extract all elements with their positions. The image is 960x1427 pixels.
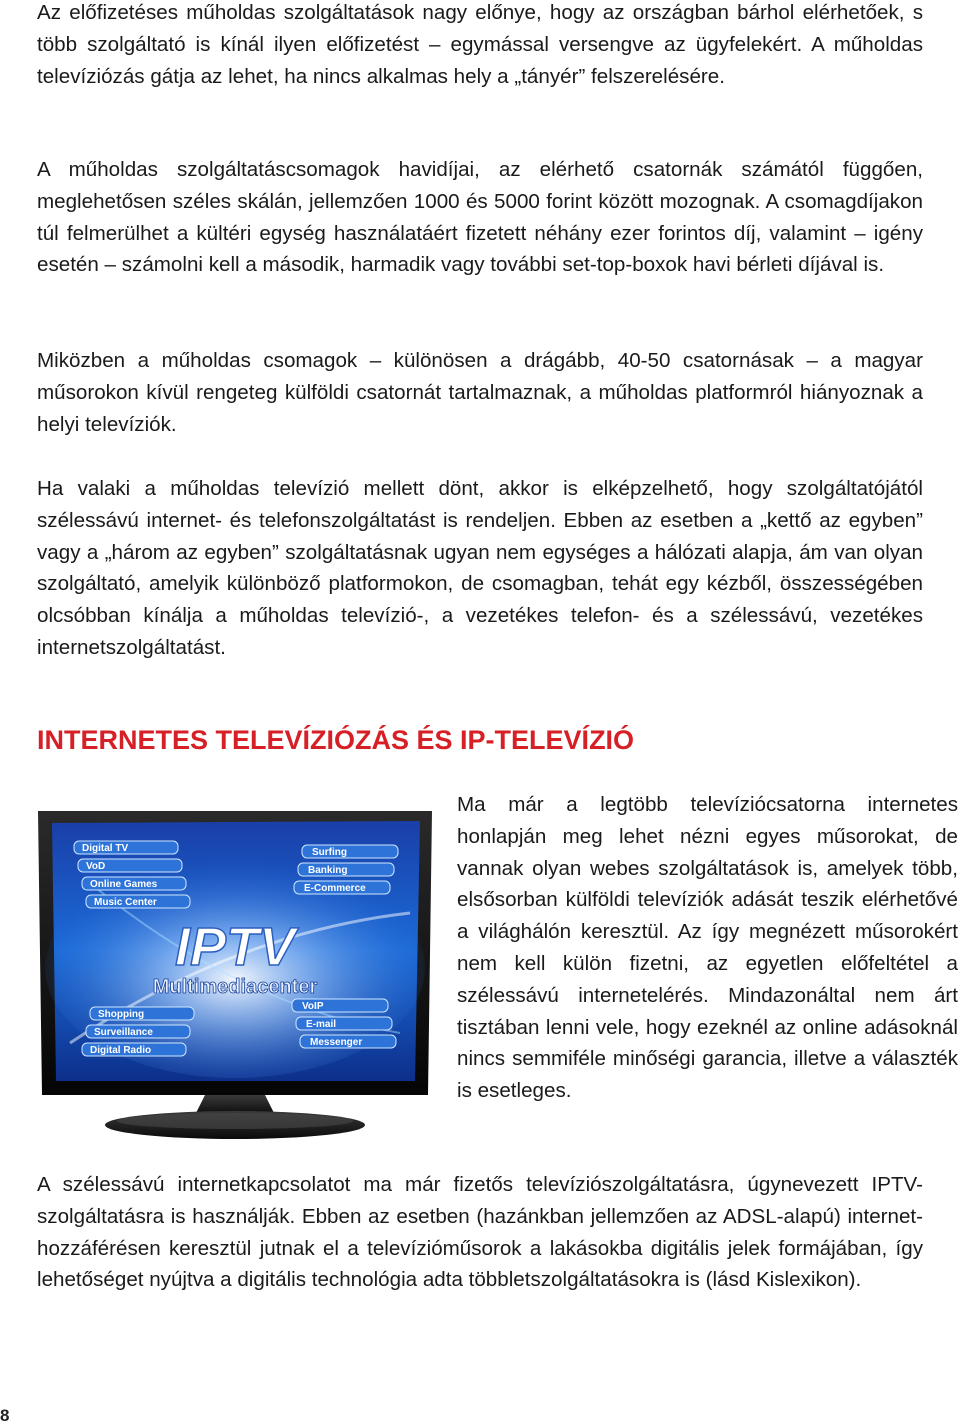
tv-menu-item: Online Games [90, 879, 158, 890]
tv-menu-item: Banking [308, 865, 348, 876]
tv-menu-item: Surfing [312, 847, 347, 858]
tv-menu-item: Digital Radio [90, 1045, 152, 1056]
tv-menu-item: Music Center [94, 897, 157, 908]
tv-menu-item: Surveillance [94, 1027, 153, 1038]
tv-menu-item: E-Commerce [304, 883, 366, 894]
paragraph-package-fees: A műholdas szolgáltatáscsomagok havidíjai, az elérhető csatornák számától függően, meglehetősen széles skálán, jellemzően 1000 és 5000 forint között mozognak. A csomagdíjakon túl felmerülhet a kültéri egység használatáért fizetett néhány ezer forintos díj, valamint – igény esetén – számolni kell a második, harmadik vagy további set-top-boxok havi bérleti díjával is. [37, 158, 923, 277]
tv-menu-item: E-mail [306, 1019, 337, 1030]
iptv-television-image [30, 793, 440, 1143]
tv-menu-item: Shopping [98, 1009, 145, 1020]
tv-stand [105, 1095, 365, 1139]
paragraph-channel-selection: Miközben a műholdas csomagok – különösen a drágább, 40-50 csatornásak – a magyar műsorokon kívül rengeteg külföldi csatornát tartalmaznak, a műholdas platformról hiányoznak a helyi televíziók. [37, 349, 923, 436]
tv-menu-item: VoIP [302, 1001, 324, 1012]
page-number: 8 [0, 1406, 10, 1425]
tv-logo: IPTV [174, 917, 296, 977]
tv-subtitle: Multimediacenter [152, 976, 318, 998]
tv-menu-item: VoD [86, 861, 106, 872]
paragraph-bundle-services: Ha valaki a műholdas televízió mellett dönt, akkor is elképzelhető, hogy szolgáltatójától szélessávú internet- és telefonszolgáltatást is rendeljen. Ebben az esetben a „kettő az egyben” vagy a „három az egyben” szolgáltatásnak ugyan nem egységes a hálózati alapja, ám van olyan szolgáltató, amelyik különböző platformokon, de csomagban, tehát egy kézből, összességében olcsóbban kínálja a műholdas televízió-, a vezetékes telefon- és a szélessávú, vezetékes internetszolgáltatást. [37, 477, 923, 659]
section-heading: INTERNETES TELEVÍZIÓZÁS ÉS IP-TELEVÍZIÓ [37, 725, 635, 755]
tv-menu-item: Digital TV [82, 843, 129, 854]
paragraph-satellite-advantages: Az előfizetéses műholdas szolgáltatások nagy előnye, hogy az országban bárhol elérhetőek, s több szolgáltató is kínál ilyen előfizetést – egymással versengve az ügyfelekért. A műholdas televíziózás gátja az lehet, ha nincs alkalmas hely a „tányér” felszerelésére. [37, 1, 923, 88]
paragraph-internet-tv: Ma már a legtöbb televíziócsatorna internetes honlapján meg lehet nézni egyes műsorokat, de vannak olyan webes szolgáltatások is, amelyek több, elsősorban külföldi televíziók adását teszik elérhetővé a világhálón keresztül. Az így megnézett műsorokért nem kell külön fizetni, az egyetlen előfeltétel a szélessávú internetelérés. Mindazonáltal nem árt tisztában lenni vele, hogy ezeknél az online adásoknál nincs semmiféle minőségi garancia, illetve a választék is esetleges. [457, 793, 958, 1103]
paragraph-iptv: A szélessávú internetkapcsolatot ma már fizetős televíziószolgáltatásra, úgynevezett IPTV-szolgáltatásra is használják. Ebben az esetben (hazánkban jellemzően az ADSL-alapú) internet-hozzáférésen keresztül jutnak el a televízióműsorok a lakásokba digitális jelek formájában, így lehetőséget nyújtva a digitális technológia adta többletszolgáltatásokra is (lásd Kislexikon). [37, 1173, 923, 1292]
tv-menu-item: Messenger [310, 1037, 363, 1048]
